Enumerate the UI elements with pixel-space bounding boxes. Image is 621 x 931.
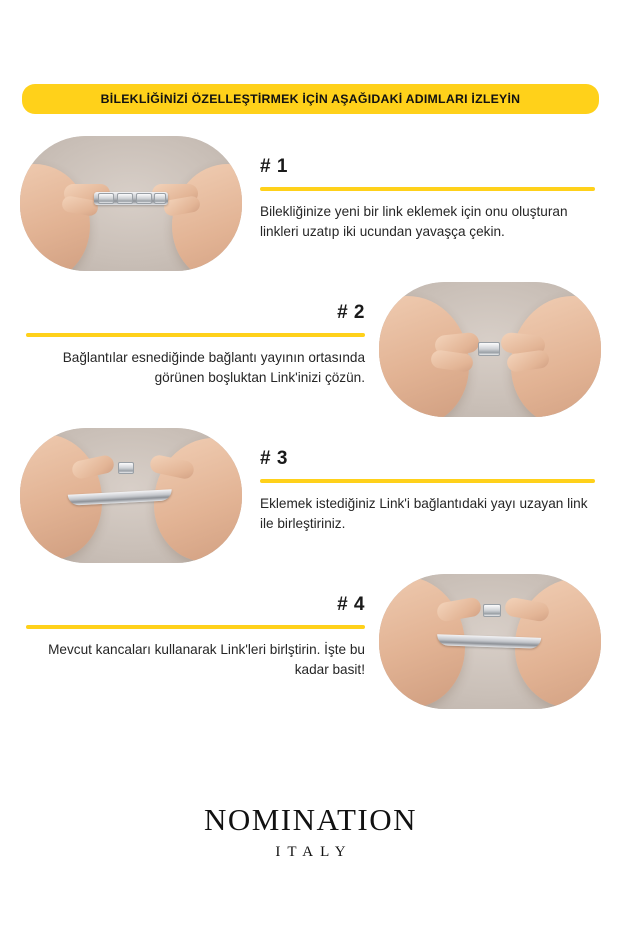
step-1-photo (20, 136, 242, 271)
step-divider (26, 333, 365, 337)
step-description: Eklemek istediğiniz Link'i bağlantıdaki yayı uzayan link ile birleştiriniz. (260, 496, 588, 531)
bracelet-link (478, 342, 500, 356)
step-number: # 1 (260, 156, 288, 177)
step-2-text-block (20, 282, 379, 388)
bracelet-link (118, 462, 134, 474)
step-divider (26, 625, 365, 629)
step-description: Bağlantılar esnediğinde bağlantı yayının ortasında görünen boşluktan Link'inizi çözün. (62, 350, 365, 385)
step-number: # 3 (260, 448, 288, 469)
step-description: Mevcut kancaları kullanarak Link'leri birlştirin. İşte bu kadar basit! (48, 642, 365, 677)
step-2-photo (379, 282, 601, 417)
step-divider (260, 479, 595, 483)
header-banner (22, 84, 599, 114)
steps-list (0, 136, 621, 710)
step-description: Bilekliğinize yeni bir link eklemek için onu oluşturan linkleri uzatıp iki ucundan yavaşça çekin. (260, 204, 568, 239)
step-item (20, 136, 601, 272)
step-item (20, 282, 601, 418)
bracelet-link (154, 193, 166, 204)
step-item (20, 428, 601, 564)
step-number: # 2 (337, 302, 365, 323)
bracelet-link (117, 193, 133, 204)
footer-logo (0, 802, 621, 861)
step-4-photo (379, 574, 601, 709)
step-4-text-block (20, 574, 379, 680)
step-3-photo (20, 428, 242, 563)
brand-name: NOMINATION (203, 802, 418, 837)
step-divider (260, 187, 595, 191)
bracelet-link (483, 604, 501, 617)
bracelet-link (98, 193, 114, 204)
header-section (0, 0, 621, 114)
page-title: BİLEKLİĞİNİZİ ÖZELLEŞTİRMEK İÇİN AŞAĞIDAKİ ADIMLARI İZLEYİN (100, 92, 521, 106)
step-item (20, 574, 601, 710)
step-1-text-block (242, 136, 601, 242)
brand-subtitle: ITALY (275, 844, 353, 860)
bracelet-link (136, 193, 152, 204)
step-number: # 4 (337, 594, 365, 615)
step-3-text-block (242, 428, 601, 534)
